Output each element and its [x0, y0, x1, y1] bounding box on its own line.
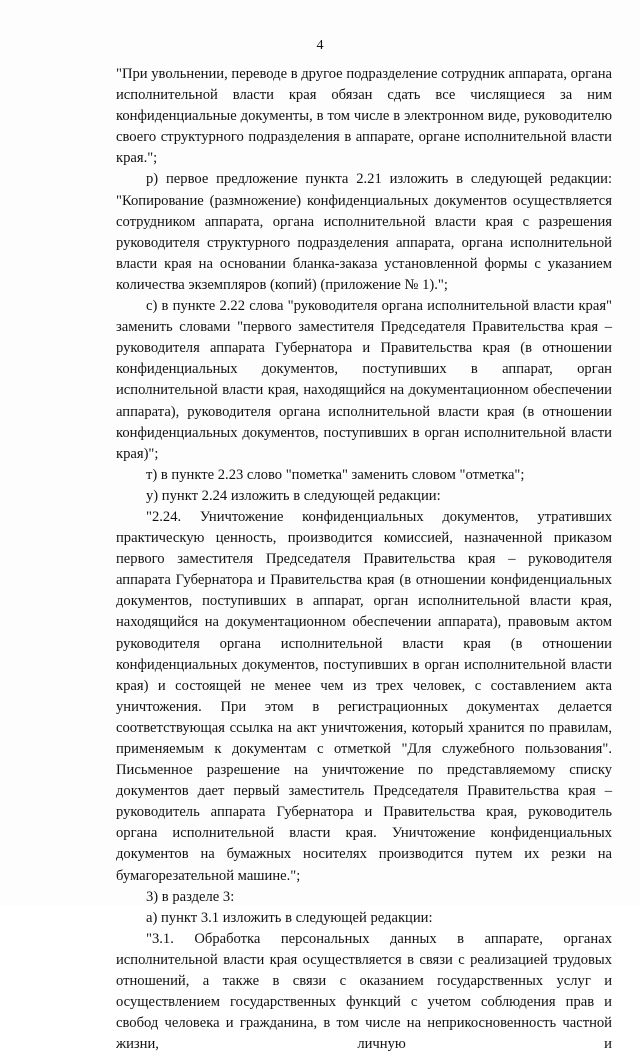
paragraph-item-r: р) первое предложение пункта 2.21 изложить в следующей редакции: "Копирование (размножение) конфиденциальных документов осуществляется сотрудником аппарата, органа исполнительной власти края с разрешения руководителя структурного подразделения аппарата, органа исполнительной власти края на основании бланка-заказа установленной формы с указанием количества экземпляров (копий) (приложение № 1)."; — [116, 171, 612, 293]
page-number: 4 — [316, 38, 324, 53]
paragraph-section-3: 3) в разделе 3: — [146, 888, 235, 905]
paragraph-item-t: т) в пункте 2.23 слово "пометка" заменить словом "отметка"; — [146, 466, 525, 483]
paragraph-item-s: с) в пункте 2.22 слова "руководителя органа исполнительной власти края" заменить словами "первого заместителя Председателя Правительства края – руководителя аппарата Губернатора и Правительства края (в отношении конфиденциальных документов, поступивших в аппарат, орган исполнительной власти края, находящийся на документационном обеспечении аппарата), руководителя органа исполнительной власти края (в отношении конфиденциальных документов, поступивших в орган исполнительной власти края)"; — [116, 298, 612, 462]
paragraph-dismissal-rule: "При увольнении, переводе в другое подразделение сотрудник аппарата, органа исполнительной власти края обязан сдать все числящиеся за ним конфиденциальные документы, в том числе в электронном виде, руководителю своего структурного подразделения в аппарате, органе исполнительной власти края."; — [116, 66, 612, 167]
paragraph-item-u: у) пункт 2.24 изложить в следующей редакции: — [146, 487, 441, 504]
paragraph-clause-3-1: "3.1. Обработка персональных данных в аппарате, органах исполнительной власти края осуществляется в связи с реализацией трудовых отношений, а также в связи с оказанием государственных услуг и осуществлением государственных функций с учетом соблюдения прав и свобод человека и гражданина, в том числе на неприкосновенность частной жизни, личную и — [116, 930, 612, 1053]
paragraph-clause-2-24: "2.24. Уничтожение конфиденциальных документов, утративших практическую ценность, производится комиссией, назначенной приказом первого заместителя Председателя Правительства края – руководителя аппарата Губернатора и Правительства края (в отношении конфиденциальных документов, поступивших в аппарат, орган исполнительной власти края, находящийся на документационном обеспечении аппарата), правовым актом руководителя органа исполнительной власти края (в отношении конфиденциальных документов, поступивших в орган исполнительной власти края) и состоящей не менее чем из трех человек, с составлением акта уничтожения. При этом в регистрационных документах делается соответствующая ссылка на акт уничтожения, который хранится по правилам, применяемым к документам с отметкой "Для служебного пользования". Письменное разрешение на уничтожение по представляемому списку документов дает первый заместитель Председателя Правительства края – руководитель аппарата Губернатора и Правительства края, руководитель органа исполнительной власти края. Уничтожение конфиденциальных документов на бумажных носителях производится путем их резки на бумагорезательной машине."; — [116, 508, 612, 884]
paragraph-item-a: а) пункт 3.1 изложить в следующей редакции: — [146, 909, 433, 926]
document-body — [116, 64, 612, 1055]
